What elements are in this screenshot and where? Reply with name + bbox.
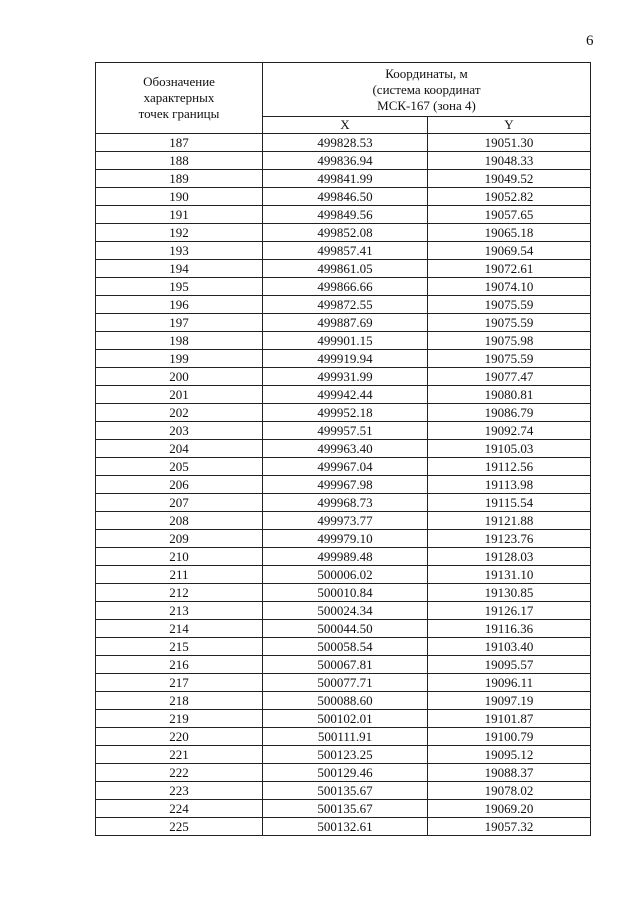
x-cell: 500006.02: [263, 566, 428, 584]
header-y: Y: [428, 117, 591, 134]
y-cell: 19100.79: [428, 728, 591, 746]
point-number-cell: 205: [96, 458, 263, 476]
page-number: 6: [586, 33, 594, 49]
y-cell: 19072.61: [428, 260, 591, 278]
table-row: [96, 746, 591, 764]
point-number-cell: 206: [96, 476, 263, 494]
point-number-cell: 190: [96, 188, 263, 206]
x-cell: 499919.94: [263, 350, 428, 368]
point-number-cell: 221: [96, 746, 263, 764]
x-cell: 499849.56: [263, 206, 428, 224]
x-cell: 500132.61: [263, 818, 428, 836]
x-cell: 500058.54: [263, 638, 428, 656]
table-row: [96, 242, 591, 260]
x-cell: 500010.84: [263, 584, 428, 602]
x-cell: 500024.34: [263, 602, 428, 620]
table-row: [96, 314, 591, 332]
x-cell: 499861.05: [263, 260, 428, 278]
x-cell: 499967.04: [263, 458, 428, 476]
y-cell: 19057.65: [428, 206, 591, 224]
table-row: [96, 656, 591, 674]
point-number-cell: 196: [96, 296, 263, 314]
point-number-cell: 193: [96, 242, 263, 260]
x-cell: 500044.50: [263, 620, 428, 638]
point-number-cell: 187: [96, 134, 263, 152]
table-row: [96, 278, 591, 296]
y-cell: 19092.74: [428, 422, 591, 440]
y-cell: 19116.36: [428, 620, 591, 638]
point-number-cell: 194: [96, 260, 263, 278]
x-cell: 499968.73: [263, 494, 428, 512]
y-cell: 19131.10: [428, 566, 591, 584]
y-cell: 19065.18: [428, 224, 591, 242]
y-cell: 19075.59: [428, 296, 591, 314]
point-number-cell: 214: [96, 620, 263, 638]
x-cell: 499828.53: [263, 134, 428, 152]
table-row: [96, 296, 591, 314]
x-cell: 500067.81: [263, 656, 428, 674]
table-row: [96, 332, 591, 350]
y-cell: 19080.81: [428, 386, 591, 404]
header-x: X: [263, 117, 428, 134]
table-row: [96, 530, 591, 548]
table-row: [96, 602, 591, 620]
point-number-cell: 195: [96, 278, 263, 296]
table-row: [96, 260, 591, 278]
y-cell: 19105.03: [428, 440, 591, 458]
point-number-cell: 223: [96, 782, 263, 800]
x-cell: 500129.46: [263, 764, 428, 782]
y-cell: 19078.02: [428, 782, 591, 800]
point-number-cell: 209: [96, 530, 263, 548]
table-row: [96, 512, 591, 530]
point-number-cell: 211: [96, 566, 263, 584]
y-cell: 19075.59: [428, 350, 591, 368]
y-cell: 19103.40: [428, 638, 591, 656]
x-cell: 499942.44: [263, 386, 428, 404]
table-row: [96, 404, 591, 422]
point-number-cell: 210: [96, 548, 263, 566]
x-cell: 500123.25: [263, 746, 428, 764]
x-cell: 499967.98: [263, 476, 428, 494]
table-row: [96, 386, 591, 404]
x-cell: 499866.66: [263, 278, 428, 296]
header-coords-line-3: МСК-167 (зона 4): [377, 97, 476, 113]
point-number-cell: 203: [96, 422, 263, 440]
table-row: [96, 674, 591, 692]
x-cell: 499857.41: [263, 242, 428, 260]
x-cell: 500077.71: [263, 674, 428, 692]
y-cell: 19057.32: [428, 818, 591, 836]
y-cell: 19075.98: [428, 332, 591, 350]
table-row: [96, 548, 591, 566]
y-cell: 19048.33: [428, 152, 591, 170]
x-cell: 500088.60: [263, 692, 428, 710]
x-cell: 499963.40: [263, 440, 428, 458]
y-cell: 19088.37: [428, 764, 591, 782]
y-cell: 19101.87: [428, 710, 591, 728]
table-row: [96, 818, 591, 836]
x-cell: 499973.77: [263, 512, 428, 530]
point-number-cell: 199: [96, 350, 263, 368]
point-number-cell: 216: [96, 656, 263, 674]
x-cell: 499887.69: [263, 314, 428, 332]
table-row: [96, 800, 591, 818]
point-number-cell: 218: [96, 692, 263, 710]
x-cell: 499952.18: [263, 404, 428, 422]
point-number-cell: 208: [96, 512, 263, 530]
y-cell: 19052.82: [428, 188, 591, 206]
y-cell: 19069.20: [428, 800, 591, 818]
point-number-cell: 224: [96, 800, 263, 818]
point-number-cell: 201: [96, 386, 263, 404]
table-row: [96, 710, 591, 728]
header-coordinates: [263, 63, 591, 117]
y-cell: 19086.79: [428, 404, 591, 422]
point-number-cell: 225: [96, 818, 263, 836]
table-row: [96, 638, 591, 656]
point-number-cell: 191: [96, 206, 263, 224]
table-row: [96, 692, 591, 710]
table-row: [96, 728, 591, 746]
y-cell: 19115.54: [428, 494, 591, 512]
y-cell: 19051.30: [428, 134, 591, 152]
point-number-cell: 202: [96, 404, 263, 422]
point-number-cell: 204: [96, 440, 263, 458]
table-row: [96, 584, 591, 602]
point-number-cell: 188: [96, 152, 263, 170]
point-number-cell: 197: [96, 314, 263, 332]
point-number-cell: 222: [96, 764, 263, 782]
table-body: [96, 134, 591, 836]
x-cell: 499841.99: [263, 170, 428, 188]
point-number-cell: 215: [96, 638, 263, 656]
y-cell: 19077.47: [428, 368, 591, 386]
point-number-cell: 219: [96, 710, 263, 728]
x-cell: 499931.99: [263, 368, 428, 386]
y-cell: 19113.98: [428, 476, 591, 494]
y-cell: 19126.17: [428, 602, 591, 620]
table-row: [96, 494, 591, 512]
table-row: [96, 440, 591, 458]
y-cell: 19121.88: [428, 512, 591, 530]
point-number-cell: 198: [96, 332, 263, 350]
table-row: [96, 566, 591, 584]
point-number-cell: 192: [96, 224, 263, 242]
header-coords-line-2: (система координат: [372, 81, 481, 97]
table-row: [96, 368, 591, 386]
point-number-cell: 217: [96, 674, 263, 692]
x-cell: 499846.50: [263, 188, 428, 206]
y-cell: 19095.12: [428, 746, 591, 764]
table-row: [96, 170, 591, 188]
x-cell: 499901.15: [263, 332, 428, 350]
table-row: [96, 458, 591, 476]
point-number-cell: 200: [96, 368, 263, 386]
point-number-cell: 212: [96, 584, 263, 602]
point-number-cell: 189: [96, 170, 263, 188]
y-cell: 19074.10: [428, 278, 591, 296]
point-number-cell: 220: [96, 728, 263, 746]
y-cell: 19096.11: [428, 674, 591, 692]
y-cell: 19097.19: [428, 692, 591, 710]
table-row: [96, 224, 591, 242]
table-row: [96, 152, 591, 170]
table-row: [96, 476, 591, 494]
y-cell: 19049.52: [428, 170, 591, 188]
y-cell: 19112.56: [428, 458, 591, 476]
y-cell: 19075.59: [428, 314, 591, 332]
coordinates-table: [95, 62, 591, 836]
x-cell: 499957.51: [263, 422, 428, 440]
table-row: [96, 206, 591, 224]
header-point-line-1: Обозначение: [143, 74, 215, 89]
header-coords-line-1: Координаты, м: [385, 65, 468, 81]
table-row: [96, 134, 591, 152]
table-row: [96, 764, 591, 782]
header-point-line-2: характерных: [143, 90, 215, 105]
y-cell: 19130.85: [428, 584, 591, 602]
header-point-line-3: точек границы: [138, 106, 220, 121]
x-cell: 499979.10: [263, 530, 428, 548]
point-number-cell: 207: [96, 494, 263, 512]
x-cell: 500135.67: [263, 782, 428, 800]
x-cell: 499852.08: [263, 224, 428, 242]
x-cell: 499836.94: [263, 152, 428, 170]
y-cell: 19123.76: [428, 530, 591, 548]
point-number-cell: 213: [96, 602, 263, 620]
table-row: [96, 188, 591, 206]
x-cell: 499872.55: [263, 296, 428, 314]
x-cell: 500135.67: [263, 800, 428, 818]
table-row: [96, 782, 591, 800]
table-row: [96, 350, 591, 368]
header-point-designation: [96, 63, 263, 134]
y-cell: 19095.57: [428, 656, 591, 674]
x-cell: 499989.48: [263, 548, 428, 566]
y-cell: 19128.03: [428, 548, 591, 566]
table-row: [96, 422, 591, 440]
table-row: [96, 620, 591, 638]
x-cell: 500102.01: [263, 710, 428, 728]
x-cell: 500111.91: [263, 728, 428, 746]
y-cell: 19069.54: [428, 242, 591, 260]
